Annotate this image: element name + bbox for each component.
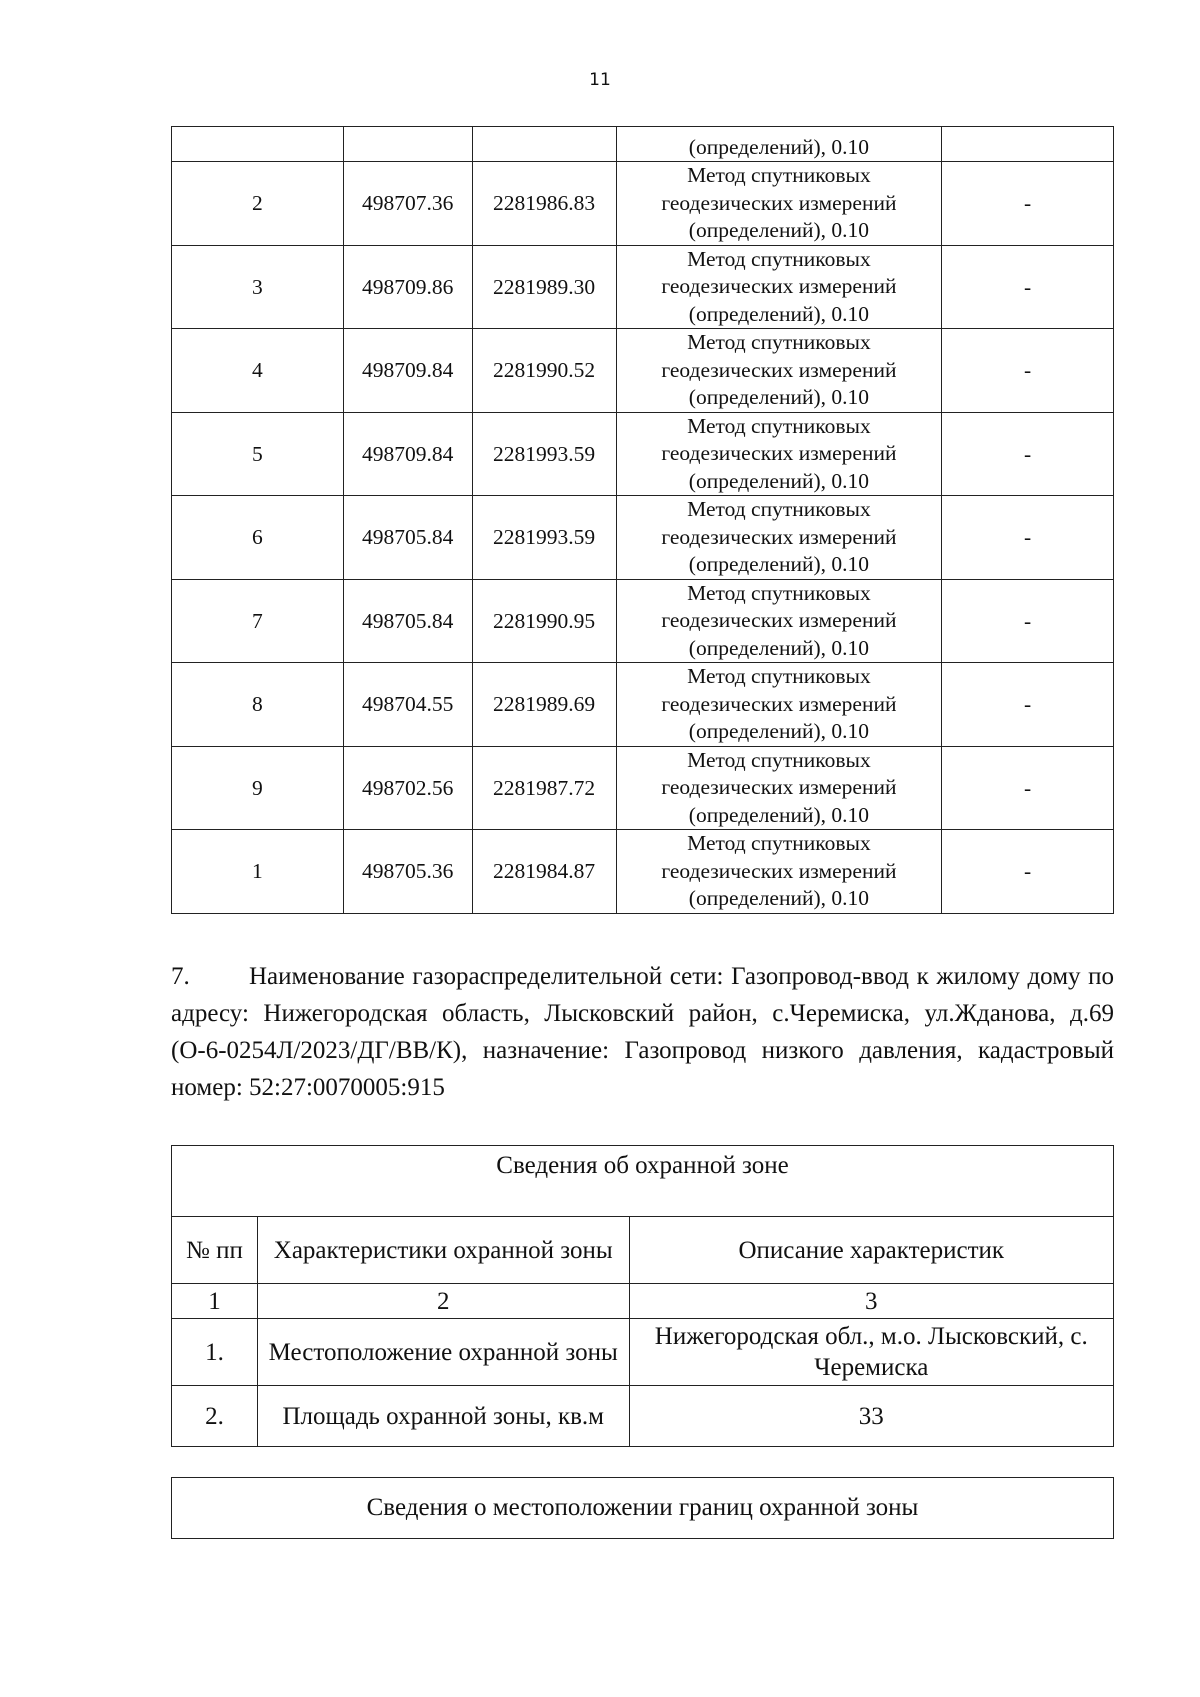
method-line: (определений), 0.10 [688, 218, 870, 242]
boundaries-caption: Сведения о местоположении границ охранной зоны [172, 1478, 1114, 1539]
point-cell: 2 [172, 162, 344, 246]
header-number: № пп [172, 1217, 258, 1284]
method-line: геодезических измерений [661, 524, 897, 549]
characteristic-cell: Местоположение охранной зоны [257, 1319, 629, 1386]
coordinates-table [171, 126, 1114, 914]
method-cell [616, 245, 942, 329]
method-line: геодезических измерений [661, 691, 897, 716]
method-line: Метод спутниковых [687, 747, 871, 772]
point-cell: 5 [172, 412, 344, 496]
x-cell: 498704.55 [343, 663, 472, 747]
page-number: 11 [589, 70, 611, 90]
description-cell: - [942, 830, 1114, 914]
method-line: Метод спутниковых [687, 831, 871, 855]
y-cell: 2281987.72 [472, 746, 616, 830]
x-cell: 498702.56 [343, 746, 472, 830]
table-row [172, 579, 1114, 663]
method-cell [616, 746, 942, 830]
x-cell: 498707.36 [343, 162, 472, 246]
method-line: (определений), 0.10 [688, 802, 870, 827]
zone-info-table [171, 1145, 1114, 1447]
method-line: (определений), 0.10 [688, 635, 870, 660]
method-cell [616, 329, 942, 413]
point-cell [172, 127, 344, 162]
index-cell: 3 [629, 1284, 1113, 1319]
x-cell: 498705.84 [343, 579, 472, 663]
point-cell: 8 [172, 663, 344, 747]
method-cell [616, 162, 942, 246]
method-cell [616, 830, 942, 914]
point-cell: 3 [172, 245, 344, 329]
method-line: Метод спутниковых [687, 246, 871, 271]
x-cell: 498709.84 [343, 329, 472, 413]
description-cell: - [942, 663, 1114, 747]
table-row [172, 162, 1114, 246]
method-line: Метод спутниковых [687, 330, 871, 354]
method-line: Метод спутниковых [687, 413, 871, 438]
header-characteristic: Характеристики охранной зоны [257, 1217, 629, 1284]
description-cell: - [942, 496, 1114, 580]
section-text: Наименование газораспределительной сети: Газопровод-ввод к жилому дому по адресу: Нижегородская область, Лысковский район, с.Черемиска, ул.Жданова, д.69 (О-6-0254Л/2023/ДГ/ВВ/К), назначение: Газопровод низкого давления, кадастровый номер: 52:27:0070005:915 [171, 963, 1114, 1101]
table-row [172, 412, 1114, 496]
y-cell [472, 127, 616, 162]
point-cell: 9 [172, 746, 344, 830]
method-line: Метод спутниковых [687, 163, 871, 187]
table-row [172, 830, 1114, 914]
table-row [172, 245, 1114, 329]
method-line: Метод спутниковых [687, 664, 871, 688]
y-cell: 2281989.69 [472, 663, 616, 747]
x-cell: 498705.84 [343, 496, 472, 580]
method-line: Метод спутниковых [687, 497, 871, 521]
header-description: Описание характеристик [629, 1217, 1113, 1284]
method-line: (определений), 0.10 [688, 719, 870, 743]
table-row [172, 127, 1114, 162]
method-cell [616, 496, 942, 580]
description-cell: - [942, 579, 1114, 663]
method-line: геодезических измерений [661, 441, 897, 465]
method-line: геодезических измерений [661, 274, 897, 298]
method-cell: (определений), 0.10 [616, 127, 942, 162]
x-cell [343, 127, 472, 162]
method-line: (определений), 0.10 [688, 301, 870, 326]
method-line: геодезических измерений [661, 357, 897, 382]
index-cell: 2 [257, 1284, 629, 1319]
table-row [172, 496, 1114, 580]
description-cell: - [942, 746, 1114, 830]
method-line: геодезических измерений [661, 608, 897, 632]
y-cell: 2281990.52 [472, 329, 616, 413]
boundaries-table [171, 1477, 1114, 1539]
table-row [172, 663, 1114, 747]
description-cell: - [942, 162, 1114, 246]
y-cell: 2281989.30 [472, 245, 616, 329]
section-7-paragraph [171, 958, 1114, 1106]
description-cell [942, 127, 1114, 162]
method-cell [616, 579, 942, 663]
method-line: геодезических измерений [661, 858, 897, 883]
x-cell: 498705.36 [343, 830, 472, 914]
point-cell: 6 [172, 496, 344, 580]
point-cell: 1 [172, 830, 344, 914]
method-line: (определений), 0.10 [688, 468, 870, 493]
index-row [172, 1284, 1114, 1319]
description-cell: 33 [629, 1386, 1113, 1447]
point-cell: 4 [172, 329, 344, 413]
method-line: Метод спутниковых [687, 580, 871, 605]
table-row [172, 1319, 1114, 1386]
header-row [172, 1217, 1114, 1284]
y-cell: 2281990.95 [472, 579, 616, 663]
x-cell: 498709.86 [343, 245, 472, 329]
method-cell [616, 412, 942, 496]
row-number: 1. [172, 1319, 258, 1386]
description-cell: - [942, 329, 1114, 413]
description-cell: - [942, 245, 1114, 329]
y-cell: 2281993.59 [472, 412, 616, 496]
y-cell: 2281984.87 [472, 830, 616, 914]
method-line: геодезических измерений [661, 190, 897, 215]
method-line: (определений), 0.10 [688, 385, 870, 409]
description-cell: - [942, 412, 1114, 496]
row-number: 2. [172, 1386, 258, 1447]
table-row [172, 1386, 1114, 1447]
characteristic-cell: Площадь охранной зоны, кв.м [257, 1386, 629, 1447]
index-cell: 1 [172, 1284, 258, 1319]
x-cell: 498709.84 [343, 412, 472, 496]
y-cell: 2281986.83 [472, 162, 616, 246]
zone-info-caption: Сведения об охранной зоне [172, 1146, 1114, 1217]
description-cell: Нижегородская обл., м.о. Лысковский, с. Черемиска [629, 1319, 1113, 1386]
method-line: (определений), 0.10 [688, 886, 870, 910]
method-cell [616, 663, 942, 747]
section-number: 7. [171, 963, 190, 990]
method-line: (определений), 0.10 [688, 552, 870, 576]
y-cell: 2281993.59 [472, 496, 616, 580]
table-row [172, 329, 1114, 413]
method-line: геодезических измерений [661, 775, 897, 799]
table-row [172, 746, 1114, 830]
point-cell: 7 [172, 579, 344, 663]
